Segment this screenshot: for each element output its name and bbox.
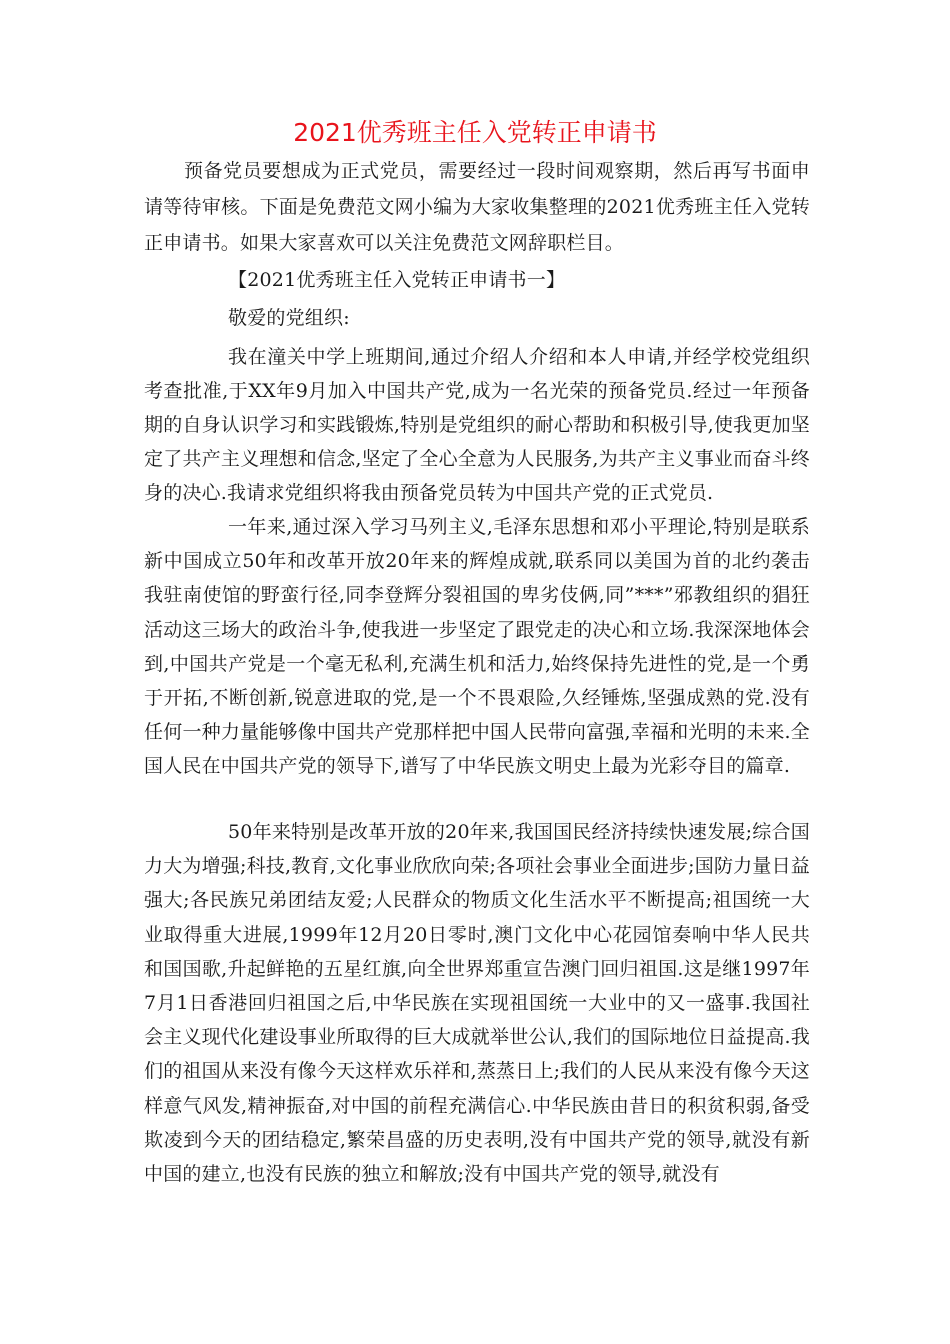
salutation: 敬爱的党组织:: [228, 307, 350, 329]
body-paragraph-3: 50年来特别是改革开放的20年来,我国国民经济持续快速发展;综合国力大为增强;科技,教育,文化事业欣欣向荣;各项社会事业全面进步;国防力量日益强大;各民族兄弟团结友爱;人民群众的物质文化生活水平不断提高;祖国统一大业取得重大进展,1999年12月20日零时,澳门文化中心花园馆奏响中华人民共和国国歌,升起鲜艳的五星红旗,向全世界郑重宣告澳门回归祖国.这是继1997年7月1日香港回归祖国之后,中华民族在实现祖国统一大业中的又一盛事.我国社会主义现代化建设事业所取得的巨大成就举世公认,我们的国际地位日益提高.我们的祖国从来没有像今天这样欢乐祥和,蒸蒸日上;我们的人民从来没有像今天这样意气风发,精神振奋,对中国的前程充满信心.中华民族由昔日的积贫积弱,备受欺凌到今天的团结稳定,繁荣昌盛的历史表明,没有中国共产党的领导,就没有新中国的建立,也没有民族的独立和解放;没有中国共产党的领导,就没有: [144, 821, 810, 1186]
section-heading: 【2021优秀班主任入党转正申请书一】: [228, 269, 566, 291]
intro-paragraph: 预备党员要想成为正式党员，需要经过一段时间观察期，然后再写书面申请等待审核。下面是免费范文网小编为大家收集整理的2021优秀班主任入党转正申请书。如果大家喜欢可以关注免费范文网辞职栏目。: [144, 160, 810, 254]
body-paragraph-2: 一年来,通过深入学习马列主义,毛泽东思想和邓小平理论,特别是联系新中国成立50年和改革开放20年来的辉煌成就,联系同以美国为首的北约袭击我驻南使馆的野蛮行径,同李登辉分裂祖国的卑劣伎俩,同”***”邪教组织的猖狂活动这三场大的政治斗争,使我进一步坚定了跟党走的决心和立场.我深深地体会到,中国共产党是一个毫无私利,充满生机和活力,始终保持先进性的党,是一个勇于开拓,不断创新,锐意进取的党,是一个不畏艰险,久经锤炼,坚强成熟的党.没有任何一种力量能够像中国共产党那样把中国人民带向富强,幸福和光明的未来.全国人民在中国共产党的领导下,谱写了中华民族文明史上最为光彩夺目的篇章.: [144, 516, 810, 778]
document-title: 2021优秀班主任入党转正申请书: [293, 118, 657, 147]
body-paragraph-1: 我在潼关中学上班期间,通过介绍人介绍和本人申请,并经学校党组织考查批准,于XX年9月加入中国共产党,成为一名光荣的预备党员.经过一年预备期的自身认识学习和实践锻炼,特别是党组织的耐心帮助和积极引导,使我更加坚定了共产主义理想和信念,坚定了全心全意为人民服务,为共产主义事业而奋斗终身的决心.我请求党组织将我由预备党员转为中国共产党的正式党员.: [144, 346, 810, 504]
